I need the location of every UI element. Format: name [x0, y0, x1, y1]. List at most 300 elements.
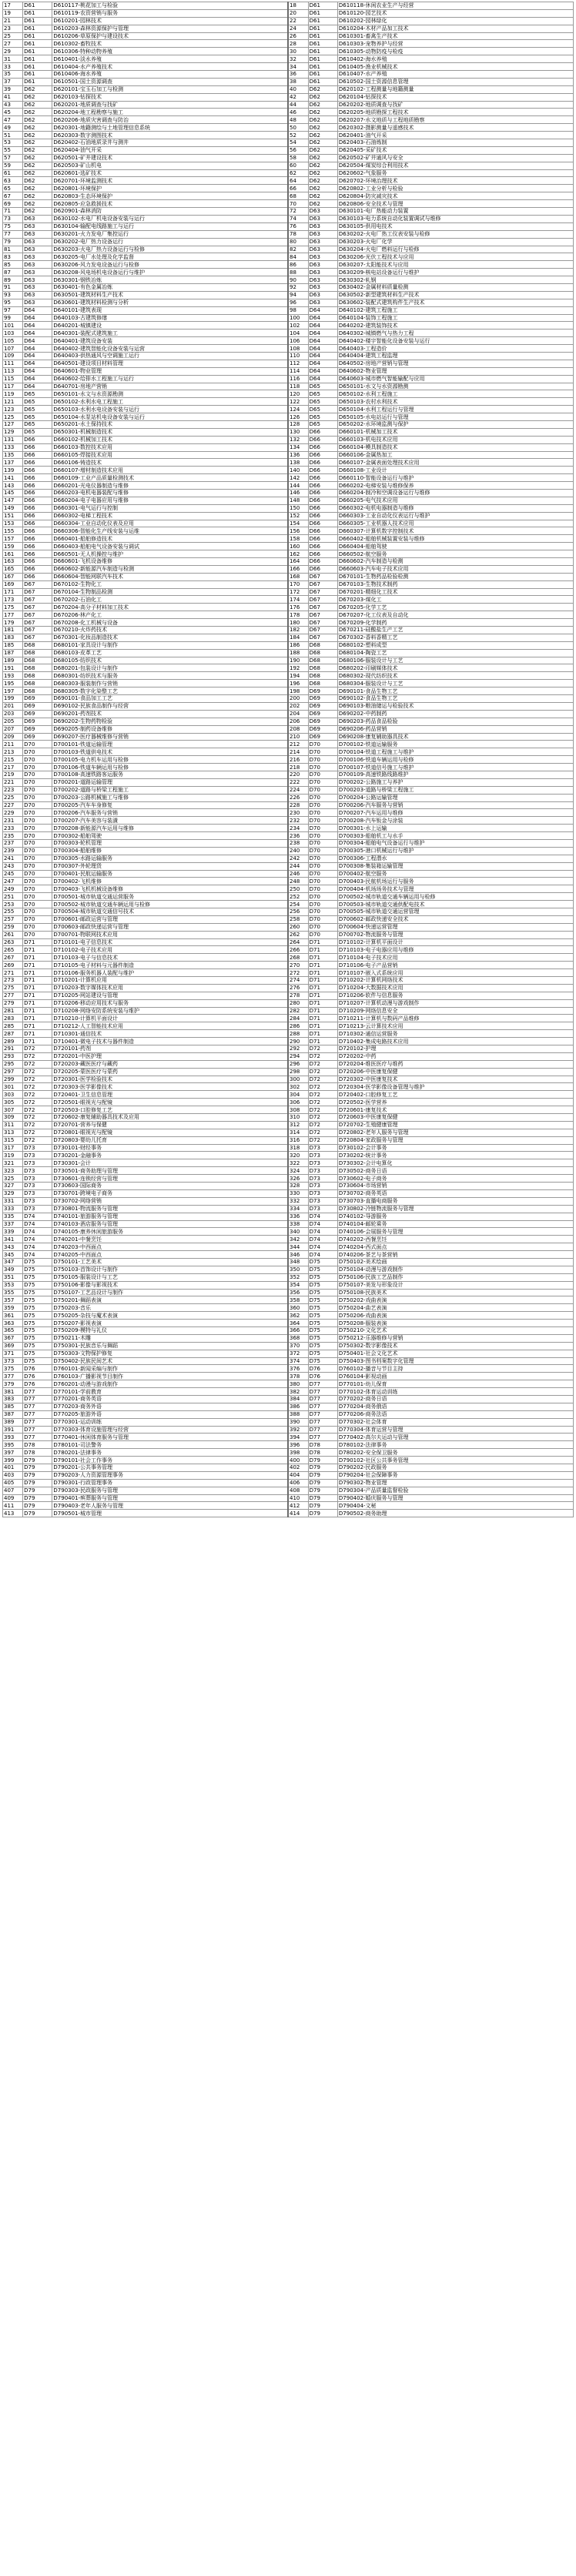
- left-category-code-cell: D62: [23, 154, 52, 162]
- right-category-code-cell: D63: [308, 238, 337, 246]
- left-row-number-cell: 121: [3, 398, 23, 406]
- left-major-name-cell: D620201-地质调查与找矿: [52, 101, 288, 109]
- table-row: [3, 1038, 574, 1045]
- left-major-name-cell: D640602-给排水工程施工与运行: [52, 375, 288, 383]
- table-row: [3, 71, 574, 79]
- left-row-number-cell: 165: [3, 565, 23, 573]
- left-major-name-cell: D630206-风力发电设备运行与检修: [52, 261, 288, 269]
- left-row-number-cell: 157: [3, 535, 23, 543]
- left-category-code-cell: D64: [23, 314, 52, 322]
- left-major-name-cell: D630501-建筑材料生产技术: [52, 291, 288, 299]
- right-major-name-cell: D610502-国土资源信息管理: [337, 78, 573, 85]
- right-category-code-cell: D71: [308, 1038, 337, 1045]
- left-row-number-cell: 123: [3, 406, 23, 413]
- right-category-code-cell: D67: [308, 619, 337, 627]
- left-category-code-cell: D64: [23, 367, 52, 375]
- table-row: [3, 413, 574, 421]
- right-category-code-cell: D77: [308, 1395, 337, 1403]
- table-row: [3, 1395, 574, 1403]
- right-category-code-cell: D64: [308, 375, 337, 383]
- right-category-code-cell: D71: [308, 999, 337, 1007]
- right-category-code-cell: D66: [308, 459, 337, 467]
- left-category-code-cell: D70: [23, 794, 52, 801]
- left-row-number-cell: 349: [3, 1266, 23, 1273]
- right-major-name-cell: D720601-康复技术: [337, 1106, 573, 1114]
- left-major-name-cell: D710301-通信技术: [52, 1030, 288, 1038]
- table-row: [3, 1296, 574, 1304]
- table-row: [3, 573, 574, 580]
- table-row: [3, 1403, 574, 1410]
- left-major-name-cell: D700201-道路运输管理: [52, 778, 288, 786]
- right-row-number-cell: 230: [288, 809, 308, 817]
- table-row: [3, 1060, 574, 1068]
- right-row-number-cell: 176: [288, 604, 308, 611]
- table-row: [3, 322, 574, 330]
- right-major-name-cell: D710102-计算机平面设计: [337, 938, 573, 946]
- left-major-name-cell: D790201-公共事务管理: [52, 1464, 288, 1472]
- left-major-name-cell: D660602-新能源汽车制造与检测: [52, 565, 288, 573]
- right-row-number-cell: 260: [288, 923, 308, 931]
- right-category-code-cell: D78: [308, 1449, 337, 1457]
- right-major-name-cell: D620202-地质调查与找矿: [337, 101, 573, 109]
- left-row-number-cell: 93: [3, 291, 23, 299]
- right-category-code-cell: D67: [308, 596, 337, 604]
- left-major-name-cell: D630203-火电厂热力设备运行与检修: [52, 246, 288, 253]
- table-row: [3, 999, 574, 1007]
- right-row-number-cell: 232: [288, 817, 308, 825]
- left-row-number-cell: 199: [3, 695, 23, 703]
- right-category-code-cell: D70: [308, 778, 337, 786]
- left-major-name-cell: D760101-新闻采编与制作: [52, 1365, 288, 1373]
- left-row-number-cell: 65: [3, 185, 23, 192]
- left-row-number-cell: 197: [3, 687, 23, 695]
- right-category-code-cell: D62: [308, 162, 337, 169]
- left-category-code-cell: D74: [23, 1220, 52, 1228]
- right-major-name-cell: D650202-水环境监测与保护: [337, 420, 573, 428]
- right-row-number-cell: 178: [288, 611, 308, 619]
- right-major-name-cell: D620104-钻探技术: [337, 93, 573, 101]
- right-major-name-cell: D620502-矿井通风与安全: [337, 154, 573, 162]
- right-category-code-cell: D66: [308, 520, 337, 527]
- left-category-code-cell: D65: [23, 398, 52, 406]
- right-row-number-cell: 396: [288, 1441, 308, 1449]
- left-category-code-cell: D68: [23, 680, 52, 687]
- left-category-code-cell: D66: [23, 543, 52, 550]
- table-row: [3, 1326, 574, 1334]
- right-row-number-cell: 200: [288, 695, 308, 703]
- right-major-name-cell: D750403-图书档案数字化管理: [337, 1357, 573, 1365]
- right-category-code-cell: D63: [308, 215, 337, 222]
- left-row-number-cell: 183: [3, 634, 23, 641]
- left-major-name-cell: D690102-民族食品制作与经营: [52, 702, 288, 710]
- right-row-number-cell: 202: [288, 702, 308, 710]
- left-row-number-cell: 363: [3, 1320, 23, 1327]
- right-category-code-cell: D70: [308, 915, 337, 923]
- right-row-number-cell: 44: [288, 101, 308, 109]
- right-major-name-cell: D700604-快递运营管理: [337, 923, 573, 931]
- table-row: [3, 801, 574, 809]
- left-row-number-cell: 23: [3, 25, 23, 32]
- left-category-code-cell: D70: [23, 748, 52, 756]
- right-major-name-cell: D700404-机场场务技术与管理: [337, 885, 573, 893]
- right-row-number-cell: 314: [288, 1129, 308, 1136]
- right-category-code-cell: D72: [308, 1068, 337, 1076]
- right-row-number-cell: 146: [288, 490, 308, 497]
- right-major-name-cell: D710206-软件与信息服务: [337, 992, 573, 999]
- left-major-name-cell: D650103-水利水电设备安装与运行: [52, 406, 288, 413]
- right-category-code-cell: D71: [308, 977, 337, 985]
- right-category-code-cell: D79: [308, 1494, 337, 1502]
- left-category-code-cell: D66: [23, 558, 52, 566]
- left-category-code-cell: D70: [23, 786, 52, 794]
- left-major-name-cell: D740201-中餐烹饪: [52, 1236, 288, 1243]
- table-row: [3, 497, 574, 504]
- left-row-number-cell: 107: [3, 345, 23, 353]
- left-row-number-cell: 327: [3, 1183, 23, 1190]
- left-category-code-cell: D68: [23, 687, 52, 695]
- left-major-name-cell: D680301-纺织技术与服务: [52, 672, 288, 680]
- table-row: [3, 809, 574, 817]
- right-category-code-cell: D73: [308, 1167, 337, 1175]
- table-row: [3, 222, 574, 230]
- left-row-number-cell: 145: [3, 490, 23, 497]
- right-major-name-cell: D670205-化学工艺: [337, 604, 573, 611]
- left-row-number-cell: 255: [3, 908, 23, 915]
- right-category-code-cell: D72: [308, 1129, 337, 1136]
- right-major-name-cell: D750401-社会文化艺术: [337, 1350, 573, 1357]
- right-major-name-cell: D750202-戏曲表演: [337, 1296, 573, 1304]
- left-major-name-cell: D660301-电气运行与控制: [52, 504, 288, 512]
- right-category-code-cell: D70: [308, 825, 337, 832]
- right-major-name-cell: D700304-船舶电气设备运行与维护: [337, 839, 573, 847]
- right-category-code-cell: D63: [308, 269, 337, 276]
- left-category-code-cell: D70: [23, 817, 52, 825]
- right-category-code-cell: D68: [308, 680, 337, 687]
- right-row-number-cell: 168: [288, 573, 308, 580]
- right-row-number-cell: 350: [288, 1266, 308, 1273]
- right-row-number-cell: 130: [288, 428, 308, 436]
- left-category-code-cell: D66: [23, 490, 52, 497]
- table-row: [3, 1380, 574, 1388]
- right-row-number-cell: 218: [288, 764, 308, 771]
- left-row-number-cell: 229: [3, 809, 23, 817]
- right-major-name-cell: D740106-会展服务与管理: [337, 1228, 573, 1236]
- right-major-name-cell: D660101-机械加工技术: [337, 428, 573, 436]
- right-row-number-cell: 228: [288, 801, 308, 809]
- right-category-code-cell: D66: [308, 565, 337, 573]
- table-row: [3, 1258, 574, 1266]
- right-major-name-cell: D770101-幼儿保育: [337, 1380, 573, 1388]
- table-row: [3, 725, 574, 733]
- left-row-number-cell: 223: [3, 786, 23, 794]
- right-category-code-cell: D61: [308, 78, 337, 85]
- left-major-name-cell: D660501-无人机操控与维护: [52, 550, 288, 558]
- right-category-code-cell: D61: [308, 17, 337, 25]
- left-major-name-cell: D670208-化工机械与设备: [52, 619, 288, 627]
- left-major-name-cell: D660401-船舶修造技术: [52, 535, 288, 543]
- right-category-code-cell: D63: [308, 283, 337, 291]
- right-category-code-cell: D61: [308, 48, 337, 55]
- right-row-number-cell: 212: [288, 741, 308, 748]
- left-row-number-cell: 95: [3, 299, 23, 306]
- left-major-name-cell: D670104-生物制品检测: [52, 588, 288, 596]
- right-row-number-cell: 348: [288, 1258, 308, 1266]
- table-row: [3, 1228, 574, 1236]
- left-major-name-cell: D610203-森林资源保护与管理: [52, 25, 288, 32]
- left-major-name-cell: D720201-中医护理: [52, 1052, 288, 1060]
- right-major-name-cell: D680104-陶瓷工艺: [337, 649, 573, 657]
- left-category-code-cell: D71: [23, 977, 52, 985]
- right-category-code-cell: D61: [308, 71, 337, 79]
- right-row-number-cell: 184: [288, 634, 308, 641]
- left-row-number-cell: 329: [3, 1189, 23, 1197]
- left-row-number-cell: 413: [3, 1510, 23, 1517]
- right-row-number-cell: 162: [288, 550, 308, 558]
- left-category-code-cell: D63: [23, 246, 52, 253]
- right-major-name-cell: D620302-摄影测量与遥感技术: [337, 124, 573, 132]
- right-major-name-cell: D690101-食品生物工艺: [337, 687, 573, 695]
- left-row-number-cell: 161: [3, 550, 23, 558]
- left-category-code-cell: D76: [23, 1365, 52, 1373]
- right-row-number-cell: 292: [288, 1045, 308, 1053]
- right-major-name-cell: D790404-文秘: [337, 1502, 573, 1510]
- left-category-code-cell: D63: [23, 283, 52, 291]
- left-row-number-cell: 277: [3, 992, 23, 999]
- left-category-code-cell: D79: [23, 1479, 52, 1487]
- left-major-name-cell: D770205-旅游外语: [52, 1410, 288, 1418]
- right-row-number-cell: 402: [288, 1464, 308, 1472]
- left-row-number-cell: 273: [3, 977, 23, 985]
- right-row-number-cell: 274: [288, 977, 308, 985]
- left-row-number-cell: 141: [3, 474, 23, 482]
- right-category-code-cell: D61: [308, 9, 337, 17]
- table-row: [3, 1487, 574, 1494]
- left-category-code-cell: D72: [23, 1091, 52, 1099]
- left-row-number-cell: 239: [3, 847, 23, 855]
- right-major-name-cell: D660307-计算机数字控制技术: [337, 527, 573, 535]
- table-row: [3, 428, 574, 436]
- right-row-number-cell: 276: [288, 984, 308, 992]
- right-row-number-cell: 298: [288, 1068, 308, 1076]
- left-row-number-cell: 241: [3, 855, 23, 862]
- left-category-code-cell: D75: [23, 1289, 52, 1296]
- table-row: [3, 664, 574, 672]
- left-category-code-cell: D67: [23, 634, 52, 641]
- left-major-name-cell: D730601-连锁经营与管理: [52, 1175, 288, 1183]
- right-category-code-cell: D77: [308, 1410, 337, 1418]
- table-row: [3, 915, 574, 923]
- right-category-code-cell: D69: [308, 702, 337, 710]
- left-category-code-cell: D64: [23, 337, 52, 345]
- left-major-name-cell: D620206-地质灾害调查与防治: [52, 116, 288, 124]
- right-row-number-cell: 104: [288, 330, 308, 337]
- right-row-number-cell: 70: [288, 200, 308, 208]
- right-major-name-cell: D700303-船舶机工与水手: [337, 832, 573, 840]
- table-row: [3, 185, 574, 192]
- left-category-code-cell: D66: [23, 459, 52, 467]
- right-row-number-cell: 76: [288, 222, 308, 230]
- right-row-number-cell: 216: [288, 756, 308, 764]
- right-category-code-cell: D74: [308, 1243, 337, 1251]
- left-category-code-cell: D69: [23, 702, 52, 710]
- left-row-number-cell: 407: [3, 1487, 23, 1494]
- left-major-name-cell: D610501-国土资源调查: [52, 78, 288, 85]
- table-row: [3, 923, 574, 931]
- right-row-number-cell: 56: [288, 146, 308, 154]
- left-major-name-cell: D790301-行政管理事务: [52, 1479, 288, 1487]
- table-row: [3, 847, 574, 855]
- table-row: [3, 230, 574, 238]
- right-major-name-cell: D750107-美发与形象设计: [337, 1281, 573, 1289]
- right-row-number-cell: 250: [288, 885, 308, 893]
- table-row: [3, 1236, 574, 1243]
- right-category-code-cell: D65: [308, 398, 337, 406]
- left-category-code-cell: D62: [23, 200, 52, 208]
- left-category-code-cell: D75: [23, 1258, 52, 1266]
- left-category-code-cell: D65: [23, 390, 52, 398]
- left-major-name-cell: D660604-智能网联汽车技术: [52, 573, 288, 580]
- left-major-name-cell: D710102-电子技术应用: [52, 946, 288, 954]
- right-row-number-cell: 234: [288, 825, 308, 832]
- left-category-code-cell: D71: [23, 962, 52, 969]
- left-category-code-cell: D71: [23, 969, 52, 977]
- left-category-code-cell: D66: [23, 451, 52, 459]
- right-row-number-cell: 294: [288, 1052, 308, 1060]
- right-major-name-cell: D660107-金属表面处理技术应用: [337, 459, 573, 467]
- right-row-number-cell: 88: [288, 269, 308, 276]
- right-major-name-cell: D610303-宠物养护与经营: [337, 40, 573, 48]
- left-major-name-cell: D680305-数字化染整工艺: [52, 687, 288, 695]
- left-major-name-cell: D620301-地籍测绘与土地管理信息系统: [52, 124, 288, 132]
- left-category-code-cell: D62: [23, 192, 52, 200]
- right-major-name-cell: D700502-城市轨道交通车辆运用与检修: [337, 893, 573, 901]
- table-row: [3, 154, 574, 162]
- right-major-name-cell: D770304-体育运营与管理: [337, 1426, 573, 1434]
- left-row-number-cell: 103: [3, 330, 23, 337]
- left-category-code-cell: D62: [23, 101, 52, 109]
- table-row: [3, 85, 574, 93]
- right-major-name-cell: D710202-计算机网络技术: [337, 977, 573, 985]
- right-category-code-cell: D61: [308, 40, 337, 48]
- table-row: [3, 17, 574, 25]
- table-row: [3, 1183, 574, 1190]
- right-row-number-cell: 252: [288, 893, 308, 901]
- left-category-code-cell: D77: [23, 1410, 52, 1418]
- left-major-name-cell: D670210-火炸药技术: [52, 627, 288, 634]
- left-major-name-cell: D770203-商务外语: [52, 1403, 288, 1410]
- left-row-number-cell: 57: [3, 154, 23, 162]
- right-major-name-cell: D620702-环境治理技术: [337, 177, 573, 185]
- right-row-number-cell: 330: [288, 1189, 308, 1197]
- table-row: [3, 634, 574, 641]
- left-major-name-cell: D790501-城市管理: [52, 1510, 288, 1517]
- right-major-name-cell: D710104-电子技术应用: [337, 954, 573, 962]
- left-major-name-cell: D670301-化妆品制造技术: [52, 634, 288, 641]
- right-category-code-cell: D70: [308, 901, 337, 908]
- left-row-number-cell: 343: [3, 1243, 23, 1251]
- right-category-code-cell: D73: [308, 1189, 337, 1197]
- left-major-name-cell: D720401-卫生信息管理: [52, 1091, 288, 1099]
- table-row: [3, 345, 574, 353]
- left-category-code-cell: D64: [23, 383, 52, 390]
- left-row-number-cell: 307: [3, 1106, 23, 1114]
- right-major-name-cell: D660202-电梯安装与维修保养: [337, 482, 573, 490]
- left-major-name-cell: D660109-工业产品质量检测技术: [52, 474, 288, 482]
- table-row: [3, 893, 574, 901]
- left-major-name-cell: D660304-工业自动化仪表及应用: [52, 520, 288, 527]
- table-row: [3, 200, 574, 208]
- left-category-code-cell: D70: [23, 915, 52, 923]
- right-category-code-cell: D70: [308, 801, 337, 809]
- table-row: [3, 604, 574, 611]
- left-category-code-cell: D71: [23, 1022, 52, 1030]
- right-major-name-cell: D660305-工业机器人技术应用: [337, 520, 573, 527]
- right-category-code-cell: D71: [308, 1022, 337, 1030]
- left-major-name-cell: D750402-民族民间艺术: [52, 1357, 288, 1365]
- left-row-number-cell: 75: [3, 222, 23, 230]
- right-row-number-cell: 182: [288, 627, 308, 634]
- left-major-name-cell: D700401-民航运输服务: [52, 870, 288, 878]
- left-row-number-cell: 399: [3, 1457, 23, 1464]
- left-major-name-cell: D620805-应急救援技术: [52, 200, 288, 208]
- left-category-code-cell: D75: [23, 1326, 52, 1334]
- right-major-name-cell: D660302-电机电器制造与维修: [337, 504, 573, 512]
- left-major-name-cell: D660107-增材制造技术应用: [52, 467, 288, 474]
- right-category-code-cell: D71: [308, 954, 337, 962]
- left-major-name-cell: D700305-水路运输服务: [52, 855, 288, 862]
- left-major-name-cell: D730702-网络营销: [52, 1197, 288, 1205]
- right-major-name-cell: D700106-铁道车辆运用与检修: [337, 756, 573, 764]
- left-category-code-cell: D63: [23, 238, 52, 246]
- right-category-code-cell: D62: [308, 185, 337, 192]
- right-major-name-cell: D720402-口腔修复工艺: [337, 1091, 573, 1099]
- left-category-code-cell: D70: [23, 878, 52, 885]
- right-category-code-cell: D65: [308, 406, 337, 413]
- left-row-number-cell: 25: [3, 32, 23, 40]
- left-row-number-cell: 409: [3, 1494, 23, 1502]
- right-category-code-cell: D66: [308, 482, 337, 490]
- right-category-code-cell: D70: [308, 885, 337, 893]
- table-row: [3, 946, 574, 954]
- right-row-number-cell: 154: [288, 520, 308, 527]
- table-row: [3, 1388, 574, 1396]
- table-row: [3, 132, 574, 139]
- right-row-number-cell: 188: [288, 649, 308, 657]
- table-row: [3, 1205, 574, 1213]
- right-major-name-cell: D790302-物业管理: [337, 1479, 573, 1487]
- left-category-code-cell: D75: [23, 1266, 52, 1273]
- table-row: [3, 1471, 574, 1479]
- left-row-number-cell: 77: [3, 230, 23, 238]
- table-row: [3, 390, 574, 398]
- left-major-name-cell: D630104-输配电线路施工与运行: [52, 222, 288, 230]
- left-category-code-cell: D74: [23, 1251, 52, 1259]
- right-row-number-cell: 316: [288, 1136, 308, 1144]
- right-category-code-cell: D74: [308, 1251, 337, 1259]
- right-category-code-cell: D65: [308, 390, 337, 398]
- right-major-name-cell: D770206-商务法语: [337, 1410, 573, 1418]
- left-category-code-cell: D74: [23, 1228, 52, 1236]
- table-row: [3, 1320, 574, 1327]
- right-major-name-cell: D790202-民政服务: [337, 1464, 573, 1472]
- right-category-code-cell: D72: [308, 1060, 337, 1068]
- left-major-name-cell: D660201-光电仪器制造与维修: [52, 482, 288, 490]
- left-category-code-cell: D69: [23, 725, 52, 733]
- right-row-number-cell: 50: [288, 124, 308, 132]
- left-row-number-cell: 33: [3, 63, 23, 71]
- right-row-number-cell: 20: [288, 9, 308, 17]
- left-category-code-cell: D78: [23, 1449, 52, 1457]
